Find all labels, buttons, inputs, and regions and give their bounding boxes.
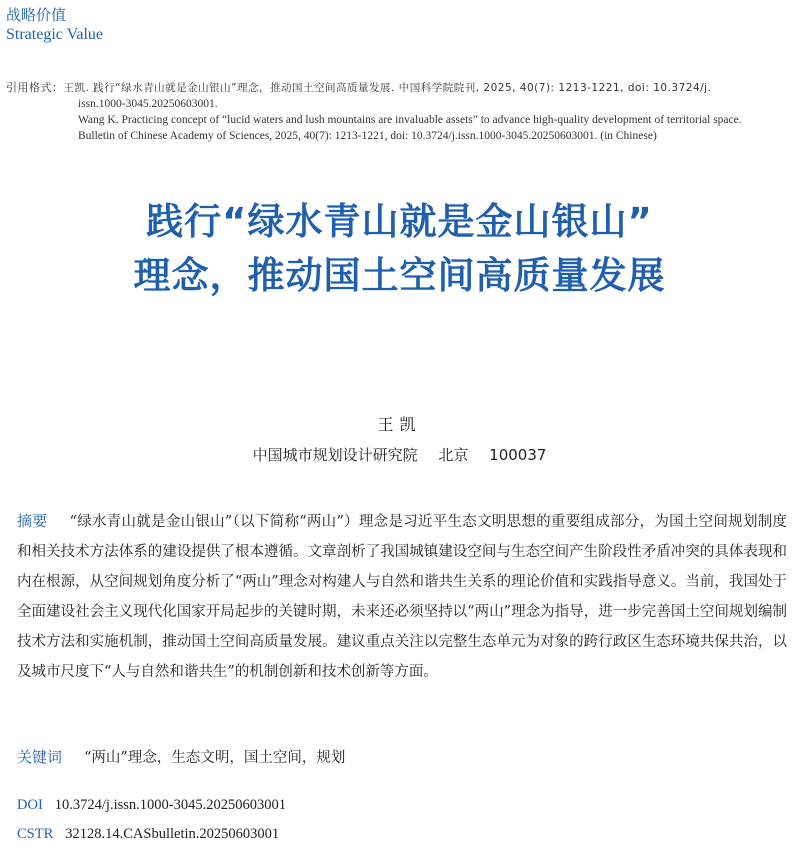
affiliation-institute: 中国城市规划设计研究院: [252, 446, 418, 464]
section-label-cn: 战略价值: [6, 6, 67, 24]
keywords-text: “两山”理念，生态文明，国土空间，规划: [84, 750, 346, 766]
cstr-label: CSTR: [17, 826, 54, 842]
title-line-1: 践行“绿水青山就是金山银山”: [146, 200, 653, 243]
abstract-label: 摘要: [17, 512, 48, 530]
doi-row: [17, 797, 286, 814]
keywords: [17, 746, 345, 767]
citation-block: [6, 80, 794, 144]
cstr-row: [17, 826, 279, 843]
affiliation-city: 北京: [438, 446, 469, 464]
affiliation: [0, 444, 799, 465]
article-title: [0, 195, 799, 303]
affiliation-postcode: 100037: [489, 446, 547, 464]
cstr-value: 32128.14.CASbulletin.20250603001: [65, 826, 280, 842]
abstract: [17, 506, 787, 687]
citation-en-line1: Wang K. Practicing concept of “lucid waters and lush mountains are invaluable assets” to advance high-quality development of territorial space.: [78, 114, 742, 126]
author-name: 王凯: [377, 415, 422, 434]
citation-cn-text: 王凯. 践行“绿水青山就是金山银山”理念，推动国土空间高质量发展. 中国科学院院刊, 2025, 40(7): 1213-1221, doi: 10.3724/j.: [63, 82, 712, 94]
section-label-en: Strategic Value: [6, 26, 104, 43]
doi-label: DOI: [17, 797, 43, 813]
citation-label: 引用格式：: [6, 81, 64, 94]
doi-value[interactable]: 10.3724/j.issn.1000-3045.20250603001: [54, 797, 286, 813]
abstract-text: “绿水青山就是金山银山”（以下简称“两山”）理念是习近平生态文明思想的重要组成部分，为国土空间规划制度和相关技术方法体系的建设提供了根本遵循。文章剖析了我国城镇建设空间与生态空间产生阶段性矛盾冲突的具体表现和内在根源，从空间规划角度分析了“两山”理念对构建人与自然和谐共生关系的理论价值和实践指导意义。当前，我国处于全面建设社会主义现代化国家开局起步的关键时期，未来还必须坚持以“两山”理念为指导，进一步完善国土空间规划编制技术方法和实施机制，推动国土空间高质量发展。建议重点关注以完整生态单元为对象的跨行政区生态环境共保共治，以及城市尺度下“人与自然和谐共生”的机制创新和技术创新等方面。: [17, 514, 787, 680]
title-line-2: 理念，推动国土空间高质量发展: [133, 254, 666, 297]
citation-en-line2: Bulletin of Chinese Academy of Sciences, 2025, 40(7): 1213-1221, doi: 10.3724/j.issn.1000-3045.20250603001. (in Chinese): [78, 130, 657, 142]
keywords-label: 关键词: [17, 748, 63, 766]
citation-cn-cont: issn.1000-3045.20250603001.: [78, 98, 218, 110]
